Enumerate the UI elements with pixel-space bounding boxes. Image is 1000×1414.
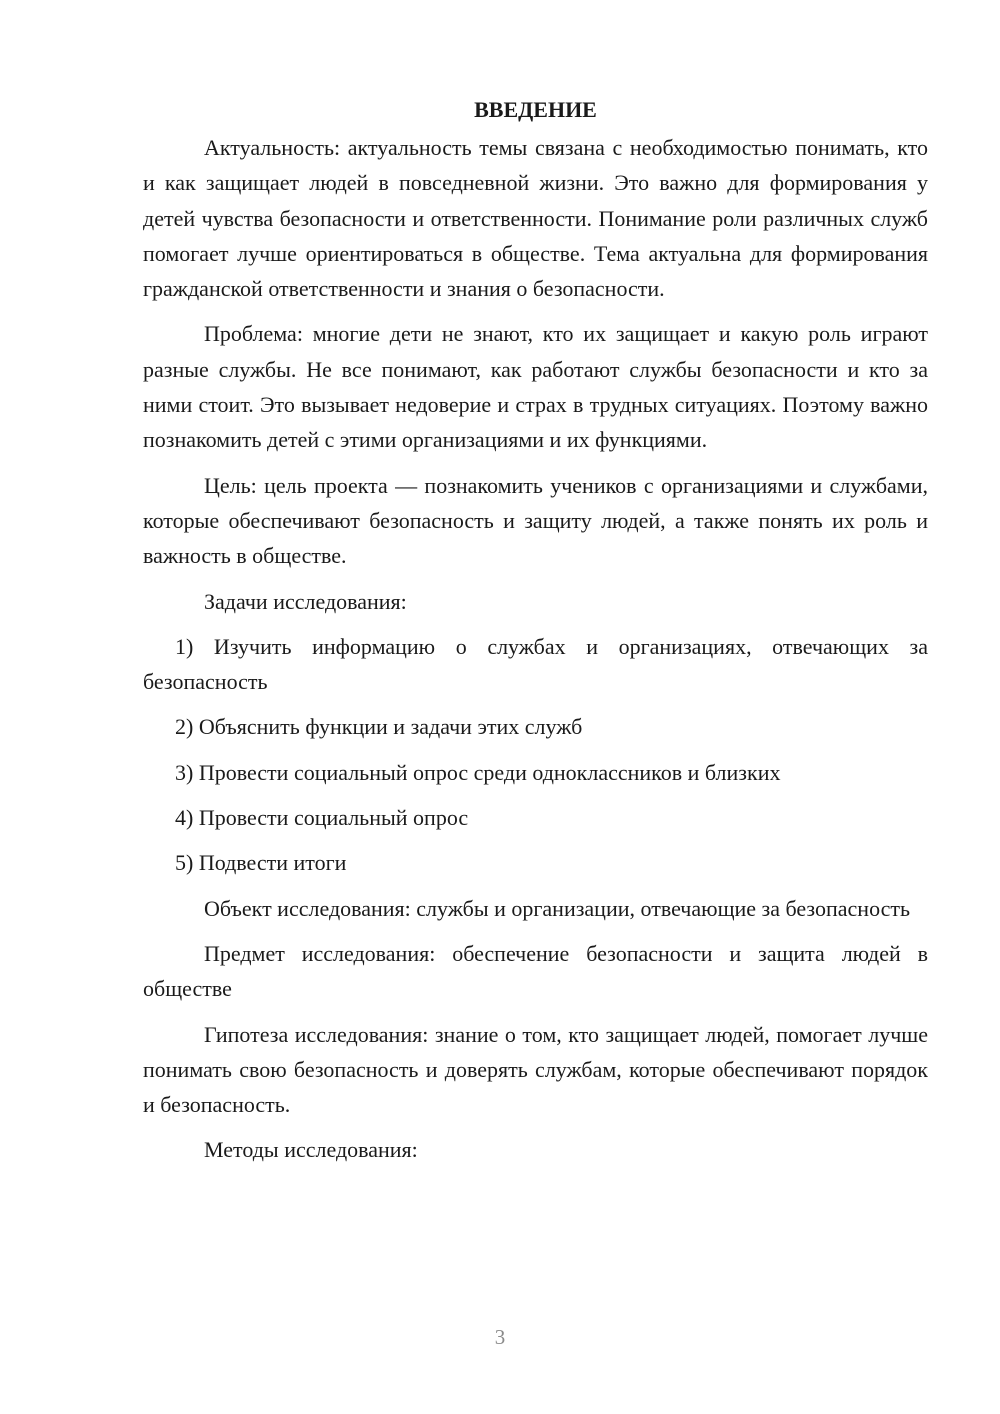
task-item: 5) Подвести итоги bbox=[175, 850, 347, 876]
page-number: 3 bbox=[494, 1325, 506, 1349]
paragraph-methods: Методы исследования: bbox=[204, 1137, 418, 1163]
paragraph-tasks-heading: Задачи исследования: bbox=[204, 588, 407, 614]
task-item: 1) Изучить информацию о службах и организациях, отвечающих за безопасность bbox=[143, 633, 928, 695]
task-item: 2) Объяснить функции и задачи этих служб bbox=[175, 714, 583, 740]
document-page bbox=[143, 92, 928, 1178]
task-item: 3) Провести социальный опрос среди одноклассников и близких bbox=[175, 759, 781, 785]
paragraph-subject: Предмет исследования: обеспечение безопасности и защита людей в обществе bbox=[143, 940, 928, 1002]
paragraph-object: Объект исследования: службы и организации, отвечающие за безопасность bbox=[204, 895, 911, 921]
task-item: 4) Провести социальный опрос bbox=[175, 805, 469, 831]
page-title: ВВЕДЕНИЕ bbox=[474, 97, 597, 122]
paragraph-relevance: Актуальность: актуальность темы связана с необходимостью понимать, кто и как защищает людей в повседневной жизни. Это важно для формирования у детей чувства безопасности и ответственности. Понимание роли различных служб помогает лучше ориентироваться в обществе. Тема актуальна для формирования гражданской ответственности и знания о безопасности. bbox=[143, 135, 928, 302]
paragraph-goal: Цель: цель проекта — познакомить учеников с организациями и службами, которые обеспечивают безопасность и защиту людей, а также понять их роль и важность в обществе. bbox=[143, 472, 928, 569]
paragraph-hypothesis: Гипотеза исследования: знание о том, кто защищает людей, помогает лучше понимать свою безопасность и доверять службам, которые обеспечивают порядок и безопасность. bbox=[143, 1021, 928, 1118]
paragraph-problem: Проблема: многие дети не знают, кто их защищает и какую роль играют разные службы. Не все понимают, как работают службы безопасности и кто за ними стоит. Это вызывает недоверие и страх в трудных ситуациях. Поэтому важно познакомить детей с этими организациями и их функциями. bbox=[143, 321, 928, 453]
